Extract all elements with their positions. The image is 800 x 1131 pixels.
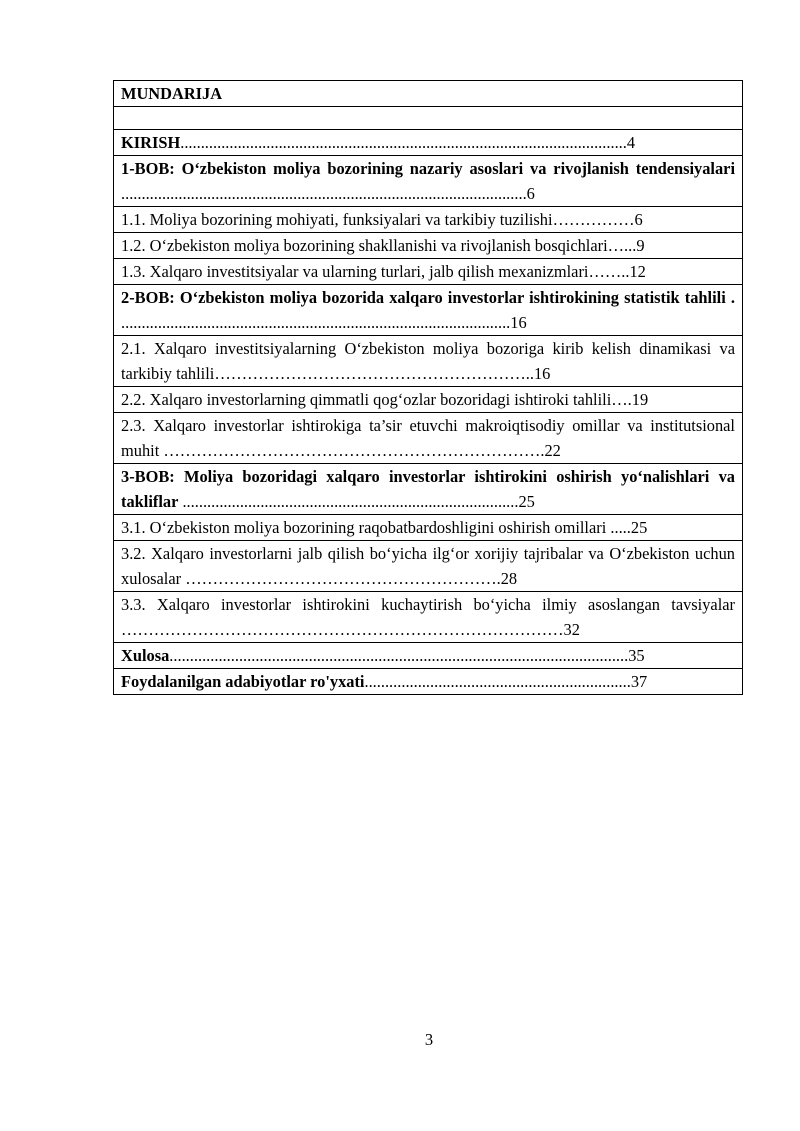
table-of-contents (113, 80, 743, 695)
toc-entry-cell (114, 207, 743, 233)
toc-entry-leader: ............................................................................................................. (180, 133, 627, 152)
toc-entry-title: 2-BOB: O‘zbekiston moliya bozorida xalqaro investorlar ishtirokining statistik tahlili . (121, 288, 735, 307)
toc-entry-title: 2.3. Xalqaro investorlar ishtirokiga ta’sir etuvchi makroiqtisodiy omillar va institutsional muhit (121, 416, 735, 460)
toc-entry (114, 233, 743, 259)
toc-entry-leader: .................................................................................. (178, 492, 519, 511)
toc-entry-title: 3.3. Xalqaro investorlar ishtirokini kuchaytirish bo‘yicha ilmiy asoslangan tavsiyalar (121, 595, 735, 614)
toc-entry-page: 9 (636, 236, 645, 255)
toc-entry-title: Foydalanilgan adabiyotlar ro'yxati (121, 672, 365, 691)
toc-entry-title: 1.1. Moliya bozorining mohiyati, funksiyalari va tarkibiy tuzilishi (121, 210, 553, 229)
toc-entry (114, 464, 743, 515)
toc-entry-cell (114, 413, 743, 464)
toc-entry-leader: ............................................................................................... (121, 313, 511, 332)
toc-entry-cell (114, 515, 743, 541)
toc-entry-leader: ……………………………………………………………. (159, 441, 545, 460)
toc-entry-leader: ………………………………………………….. (214, 364, 534, 383)
toc-entry (114, 207, 743, 233)
toc-entry-page: 22 (544, 441, 561, 460)
toc-entry-cell (114, 592, 743, 643)
toc-entry-cell (114, 669, 743, 695)
toc-entry-title: 3.1. O‘zbekiston moliya bozorining raqobatbardoshligini oshirish omillari (121, 518, 607, 537)
toc-entry (114, 387, 743, 413)
toc-entry-cell (114, 464, 743, 515)
toc-heading: MUNDARIJA (114, 81, 743, 107)
toc-entry (114, 259, 743, 285)
toc-entry (114, 592, 743, 643)
toc-entry-page: 16 (533, 364, 551, 383)
toc-entry-page: 37 (630, 672, 648, 691)
toc-entry-leader: ................................................................................................................ (169, 646, 629, 665)
toc-entry (114, 130, 743, 156)
toc-entry-leader: …………………………………………………. (181, 569, 501, 588)
toc-entry-title: 1.3. Xalqaro investitsiyalar va ularning turlari, jalb qilish mexanizmlari (121, 262, 589, 281)
toc-entry-title: 1-BOB: O‘zbekiston moliya bozorining nazariy asoslari va rivojlanish tendensiyalari (121, 159, 735, 178)
toc-entry-leader: ................................................................. (364, 672, 631, 691)
toc-entry-title: 1.2. O‘zbekiston moliya bozorining shakllanishi va rivojlanish bosqichlari (121, 236, 608, 255)
toc-entry (114, 669, 743, 695)
toc-entry-cell (114, 233, 743, 259)
toc-entry-page: 4 (626, 133, 636, 152)
toc-entry-title: Xulosa (121, 646, 170, 665)
toc-entry (114, 285, 743, 336)
toc-entry-page: 35 (628, 646, 645, 665)
toc-entry-leader: …. (611, 390, 632, 409)
toc-entry-page: 32 (563, 620, 580, 639)
toc-entry-page: 19 (631, 390, 649, 409)
toc-entry-leader: ................................................................................................... (121, 184, 527, 203)
page-number: 3 (424, 1030, 434, 1049)
toc-entry-leader: …... (607, 236, 637, 255)
toc-entry (114, 156, 743, 207)
toc-entry-page: 6 (526, 184, 535, 203)
toc-entry (114, 413, 743, 464)
toc-entry (114, 541, 743, 592)
toc-entry-title: 2.1. Xalqaro investitsiyalarning O‘zbekiston moliya bozoriga kirib kelish dinamikasi va tarkibiy tahlili (121, 339, 735, 383)
toc-entry (114, 336, 743, 387)
toc-entry-cell (114, 259, 743, 285)
toc-entry-cell (114, 643, 743, 669)
toc-entry-cell (114, 285, 743, 336)
toc-entry-cell (114, 336, 743, 387)
toc-spacer (114, 107, 743, 130)
toc-entry-leader: …………… (552, 210, 635, 229)
toc-entry-cell (114, 156, 743, 207)
toc-entry-page: 28 (500, 569, 518, 588)
toc-entry-cell (114, 387, 743, 413)
toc-entry-leader: ..... (606, 518, 631, 537)
toc-entry-page: 25 (630, 518, 648, 537)
toc-entry-page: 6 (634, 210, 643, 229)
toc-entry-title: 3-BOB: Moliya bozoridagi xalqaro investorlar ishtirokini oshirish yo‘nalishlari va takliflar (121, 467, 735, 511)
toc-entry-leader: …….. (588, 262, 630, 281)
toc-entry-page: 25 (518, 492, 535, 511)
toc-entry-title: 3.2. Xalqaro investorlarni jalb qilish bo‘yicha ilg‘or xorijiy tajribalar va O‘zbekiston uchun xulosalar (121, 544, 735, 588)
toc-entry-leader: ……………………………………………………………………… (121, 620, 564, 639)
toc-entry-cell (114, 541, 743, 592)
toc-heading-row (114, 81, 743, 107)
toc-entry-cell (114, 130, 743, 156)
toc-entry-page: 12 (629, 262, 646, 281)
toc-entry-page: 16 (510, 313, 527, 332)
toc-entry-title: KIRISH (121, 133, 181, 152)
toc-entry-title: 2.2. Xalqaro investorlarning qimmatli qog‘ozlar bozoridagi ishtiroki tahlili (121, 390, 612, 409)
toc-spacer-row (114, 107, 743, 130)
toc-entry (114, 643, 743, 669)
toc-entry (114, 515, 743, 541)
